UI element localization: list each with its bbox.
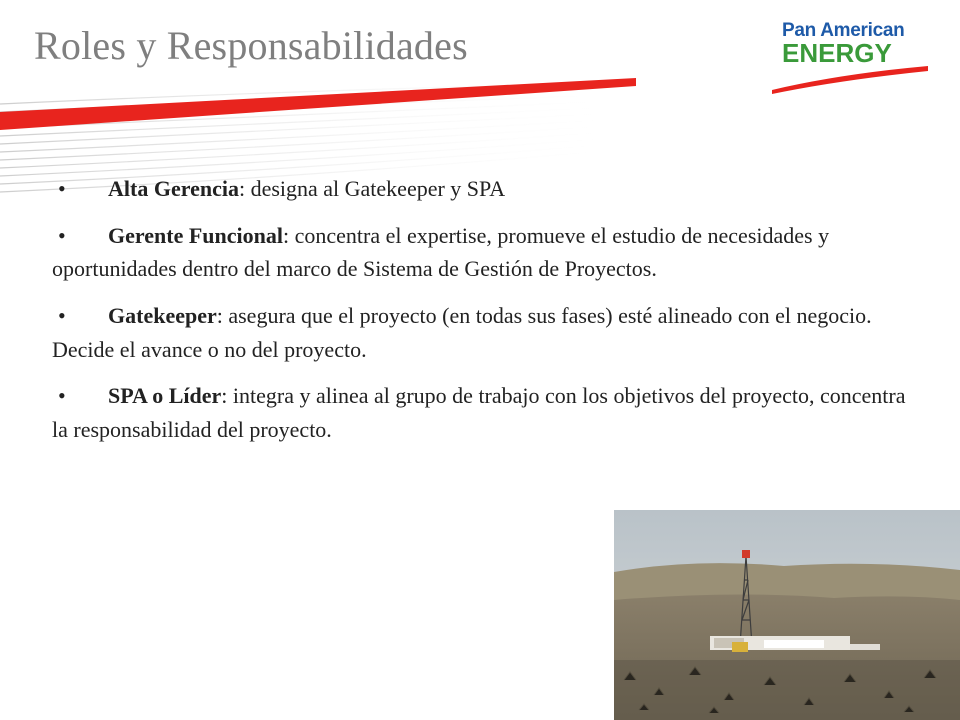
logo-text-line2: ENERGY xyxy=(782,38,892,68)
bullet-text: : concentra el expertise, promueve el estudio de necesidades y oportunidades dentro del marco de Sistema de Gestión de Proyectos. xyxy=(52,222,830,282)
bullet-term: SPA o Líder xyxy=(108,383,222,409)
drilling-rig-photo xyxy=(614,510,960,720)
logo-text-line1: Pan American xyxy=(782,20,905,41)
bullet-item-gatekeeper xyxy=(52,299,912,366)
bullet-term: Gerente Funcional xyxy=(108,222,283,248)
bullet-item-spa-lider xyxy=(52,379,912,446)
bullet-term: Alta Gerencia xyxy=(108,176,239,201)
bullet-icon: • xyxy=(58,176,66,201)
bullet-item-alta-gerencia xyxy=(52,172,912,206)
bullet-icon: • xyxy=(58,302,66,328)
logo-swoosh-icon xyxy=(770,64,930,94)
bullet-icon: • xyxy=(58,383,66,409)
bullet-text: : asegura que el proyecto (en todas sus fases) esté alineado con el negocio. Decide el avance o no del proyecto. xyxy=(52,302,872,362)
bullet-item-gerente-funcional xyxy=(52,219,912,286)
bullet-icon: • xyxy=(58,222,66,248)
bullet-text: : designa al Gatekeeper y SPA xyxy=(238,176,506,201)
bullet-term: Gatekeeper xyxy=(108,302,217,328)
bullet-text: : integra y alinea al grupo de trabajo con los objetivos del proyecto, concentra la responsabilidad del proyecto. xyxy=(52,383,906,442)
pan-american-energy-logo xyxy=(770,16,930,86)
page-title: Roles y Responsabilidades xyxy=(34,23,468,68)
bullet-list xyxy=(52,172,912,460)
